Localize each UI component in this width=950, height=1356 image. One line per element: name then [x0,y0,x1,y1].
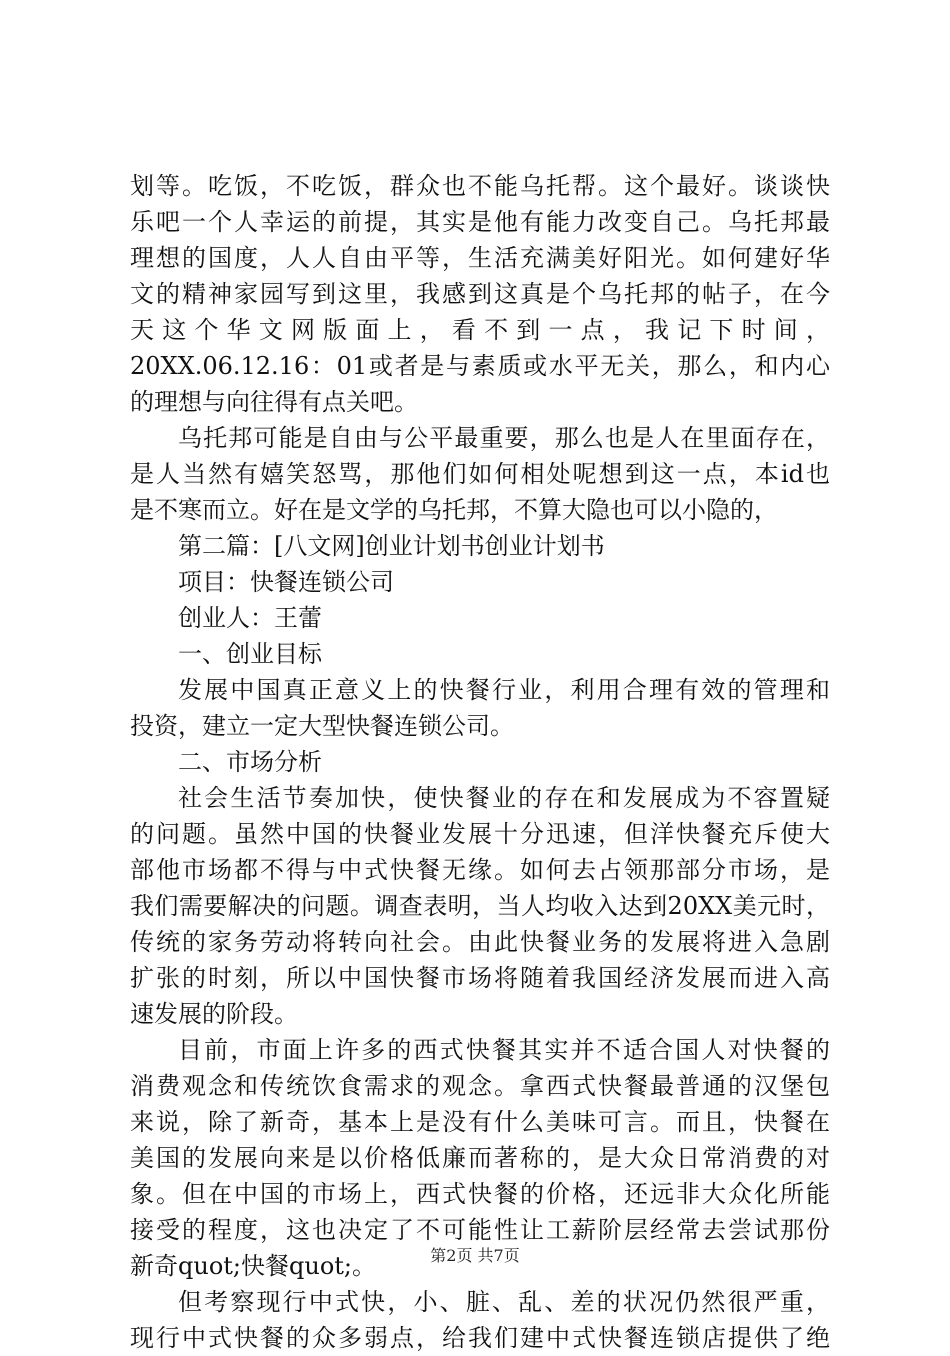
text-line: 新奇quot;快餐quot;。 [130,1252,376,1280]
text-line: 投资，建立一定大型快餐连锁公司。 [130,712,514,740]
text-line: 乐吧一个人幸运的前提，其实是他有能力改变自己。乌托邦最 [130,208,830,236]
text-line: 是不寒而立。好在是文学的乌托邦，不算大隐也可以小隐的， [130,496,778,524]
text-line: 目前，市面上许多的西式快餐其实并不适合国人对快餐的 [178,1036,830,1064]
text-line: 速发展的阶段。 [130,1000,298,1028]
text-line: 社会生活节奏加快，使快餐业的存在和发展成为不容置疑 [178,784,830,812]
text-line: 20XX.06.12.16：01或者是与素质或水平无关，那么，和内心 [130,352,830,380]
page-footer: 第2页 共7页 [430,1246,520,1265]
section-heading: 第二篇：[八文网]创业计划书创业计划书 [178,532,605,560]
text-line: 我们需要解决的问题。调查表明，当人均收入达到20XX美元时， [130,892,830,920]
text-line: 的理想与向往得有点关吧。 [130,388,418,416]
text-line: 天这个华文网版面上，看不到一点，我记下时间， [130,316,830,344]
section-heading: 二、市场分析 [178,748,322,776]
text-line: 消费观念和传统饮食需求的观念。拿西式快餐最普通的汉堡包 [130,1072,830,1100]
text-line: 象。但在中国的市场上，西式快餐的价格，还远非大众化所能 [130,1180,830,1208]
text-line: 扩张的时刻，所以中国快餐市场将随着我国经济发展而进入高 [130,964,830,992]
text-line: 传统的家务劳动将转向社会。由此快餐业务的发展将进入急剧 [130,928,830,956]
text-line: 现行中式快餐的众多弱点，给我们建中式快餐连锁店提供了绝 [130,1324,830,1352]
section-heading: 一、创业目标 [178,640,322,668]
text-line: 的问题。虽然中国的快餐业发展十分迅速，但洋快餐充斥使大 [130,820,830,848]
text-line: 理想的国度，人人自由平等，生活充满美好阳光。如何建好华 [130,244,830,272]
text-line: 文的精神家园写到这里，我感到这真是个乌托邦的帖子，在今 [130,280,830,308]
text-line: 划等。吃饭，不吃饭，群众也不能乌托帮。这个最好。谈谈快 [130,172,830,200]
section-heading: 项目：快餐连锁公司 [178,568,394,596]
text-line: 发展中国真正意义上的快餐行业，利用合理有效的管理和 [178,676,830,704]
text-line: 但考察现行中式快，小、脏、乱、差的状况仍然很严重， [178,1288,830,1316]
text-line: 美国的发展向来是以价格低廉而著称的，是大众日常消费的对 [130,1144,830,1172]
text-line: 是人当然有嬉笑怒骂，那他们如何相处呢想到这一点，本id也 [130,460,830,488]
text-line: 来说，除了新奇，基本上是没有什么美味可言。而且，快餐在 [130,1108,830,1136]
text-line: 乌托邦可能是自由与公平最重要，那么也是人在里面存在， [178,424,830,452]
text-line: 接受的程度，这也决定了不可能性让工薪阶层经常去尝试那份 [130,1216,830,1244]
document-body [130,168,830,1356]
section-heading: 创业人：王蕾 [178,604,322,632]
text-line: 部他市场都不得与中式快餐无缘。如何去占领那部分市场，是 [130,856,830,884]
